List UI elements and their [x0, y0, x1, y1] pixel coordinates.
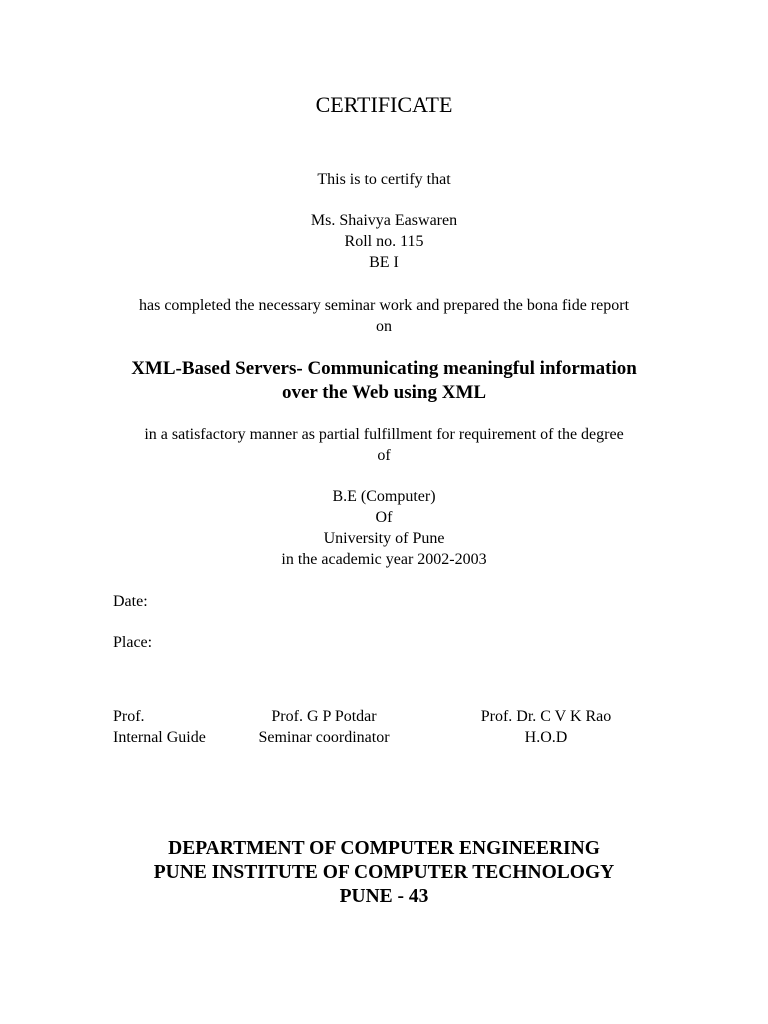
degree-name: B.E (Computer): [332, 488, 436, 505]
signatory-name: Prof.: [113, 708, 145, 725]
signatory-role: Seminar coordinator: [258, 729, 390, 746]
roll-number: Roll no. 115: [344, 233, 424, 250]
institute-name: PUNE INSTITUTE OF COMPUTER TECHNOLOGY: [153, 862, 615, 883]
report-title-line-2: over the Web using XML: [281, 382, 487, 403]
completion-text-2: on: [376, 318, 392, 335]
place-label: Place:: [113, 634, 153, 651]
institute-city: PUNE - 43: [339, 886, 429, 907]
academic-year: in the academic year 2002-2003: [281, 551, 487, 568]
intro-text: This is to certify that: [317, 171, 451, 188]
certificate-heading: CERTIFICATE: [315, 92, 453, 117]
signatory-name: Prof. Dr. C V K Rao: [480, 708, 612, 725]
signatory-name: Prof. G P Potdar: [271, 708, 377, 725]
report-title-line-1: XML-Based Servers- Communicating meaningful information: [131, 358, 637, 379]
signatory-role: Internal Guide: [113, 729, 206, 746]
signatory-role: H.O.D: [524, 729, 568, 746]
department-name: DEPARTMENT OF COMPUTER ENGINEERING: [168, 838, 600, 859]
university-name: University of Pune: [323, 530, 445, 547]
fulfillment-text-2: of: [377, 447, 391, 464]
date-label: Date:: [113, 593, 148, 610]
fulfillment-text-1: in a satisfactory manner as partial fulfillment for requirement of the degree: [144, 426, 624, 443]
degree-of: Of: [375, 509, 393, 526]
student-class: BE I: [369, 254, 399, 271]
completion-text-1: has completed the necessary seminar work and prepared the bona fide report: [138, 297, 630, 314]
student-name: Ms. Shaivya Easwaren: [310, 212, 458, 229]
